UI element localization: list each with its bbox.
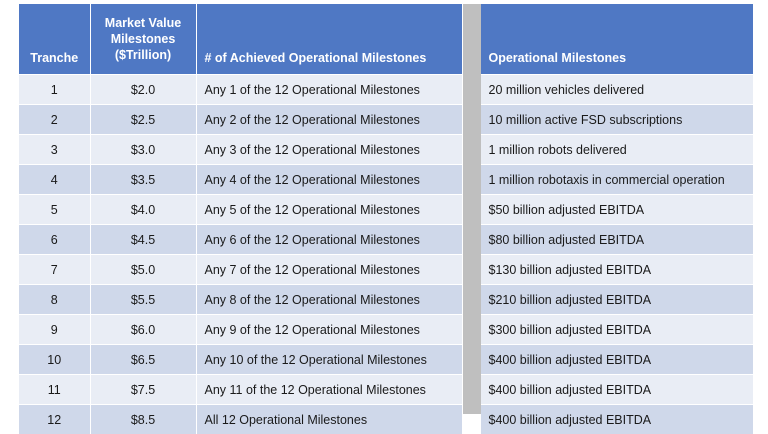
achieved-milestones-cell: Any 4 of the 12 Operational Milestones: [196, 165, 462, 195]
header-tranche: Tranche: [19, 4, 90, 75]
table-row: [19, 195, 462, 225]
table-row: [481, 225, 754, 255]
operational-milestone-cell: $300 billion adjusted EBITDA: [481, 315, 754, 345]
tranche-cell: 6: [19, 225, 90, 255]
operational-milestones-table: [481, 4, 755, 434]
achieved-milestones-cell: Any 5 of the 12 Operational Milestones: [196, 195, 462, 225]
table-row: [19, 75, 462, 105]
header-achieved-milestones: # of Achieved Operational Milestones: [196, 4, 462, 75]
operational-milestone-cell: $130 billion adjusted EBITDA: [481, 255, 754, 285]
tranche-cell: 7: [19, 255, 90, 285]
achieved-milestones-cell: Any 10 of the 12 Operational Milestones: [196, 345, 462, 375]
table-row: [19, 315, 462, 345]
market-value-cell: $4.0: [90, 195, 196, 225]
header-market-value: [90, 4, 196, 75]
header-market-value-line1: Market Value: [97, 15, 190, 31]
tranche-table-body: [19, 75, 462, 434]
table-row: [19, 225, 462, 255]
operational-table-header-row: [481, 4, 754, 75]
table-row: [481, 135, 754, 165]
milestones-tables: [19, 4, 754, 414]
achieved-milestones-cell: Any 7 of the 12 Operational Milestones: [196, 255, 462, 285]
operational-milestone-cell: 1 million robotaxis in commercial operation: [481, 165, 754, 195]
table-row: [481, 405, 754, 434]
header-market-value-line2: Milestones: [97, 31, 190, 47]
tranche-cell: 12: [19, 405, 90, 434]
market-value-cell: $5.0: [90, 255, 196, 285]
operational-milestone-cell: 1 million robots delivered: [481, 135, 754, 165]
table-row: [19, 135, 462, 165]
tranche-cell: 3: [19, 135, 90, 165]
market-value-cell: $4.5: [90, 225, 196, 255]
achieved-milestones-cell: All 12 Operational Milestones: [196, 405, 462, 434]
table-row: [481, 375, 754, 405]
market-value-cell: $3.0: [90, 135, 196, 165]
column-separator: [463, 4, 481, 414]
table-row: [481, 345, 754, 375]
achieved-milestones-cell: Any 6 of the 12 Operational Milestones: [196, 225, 462, 255]
market-value-cell: $5.5: [90, 285, 196, 315]
operational-table-body: [481, 75, 754, 434]
table-row: [19, 375, 462, 405]
table-row: [481, 195, 754, 225]
achieved-milestones-cell: Any 8 of the 12 Operational Milestones: [196, 285, 462, 315]
table-row: [19, 165, 462, 195]
table-row: [19, 405, 462, 434]
market-value-cell: $7.5: [90, 375, 196, 405]
table-row: [481, 105, 754, 135]
table-row: [481, 75, 754, 105]
tranche-cell: 5: [19, 195, 90, 225]
achieved-milestones-cell: Any 1 of the 12 Operational Milestones: [196, 75, 462, 105]
table-row: [481, 165, 754, 195]
operational-milestone-cell: 10 million active FSD subscriptions: [481, 105, 754, 135]
operational-milestone-cell: $80 billion adjusted EBITDA: [481, 225, 754, 255]
tranche-cell: 9: [19, 315, 90, 345]
achieved-milestones-cell: Any 9 of the 12 Operational Milestones: [196, 315, 462, 345]
table-row: [481, 285, 754, 315]
tranche-cell: 11: [19, 375, 90, 405]
operational-milestone-cell: $400 billion adjusted EBITDA: [481, 345, 754, 375]
market-value-cell: $8.5: [90, 405, 196, 434]
operational-milestone-cell: $400 billion adjusted EBITDA: [481, 375, 754, 405]
table-row: [481, 255, 754, 285]
table-row: [481, 315, 754, 345]
achieved-milestones-cell: Any 11 of the 12 Operational Milestones: [196, 375, 462, 405]
tranche-table: [19, 4, 463, 434]
tranche-cell: 2: [19, 105, 90, 135]
achieved-milestones-cell: Any 2 of the 12 Operational Milestones: [196, 105, 462, 135]
table-row: [19, 105, 462, 135]
header-market-value-line3: ($Trillion): [97, 47, 190, 63]
market-value-cell: $2.0: [90, 75, 196, 105]
tranche-cell: 4: [19, 165, 90, 195]
operational-milestone-cell: $400 billion adjusted EBITDA: [481, 405, 754, 434]
tranche-cell: 1: [19, 75, 90, 105]
market-value-cell: $6.5: [90, 345, 196, 375]
tranche-cell: 10: [19, 345, 90, 375]
market-value-cell: $6.0: [90, 315, 196, 345]
tranche-cell: 8: [19, 285, 90, 315]
operational-milestone-cell: $210 billion adjusted EBITDA: [481, 285, 754, 315]
table-row: [19, 255, 462, 285]
tranche-table-header-row: [19, 4, 462, 75]
table-row: [19, 345, 462, 375]
header-operational-milestones: Operational Milestones: [481, 4, 754, 75]
achieved-milestones-cell: Any 3 of the 12 Operational Milestones: [196, 135, 462, 165]
market-value-cell: $3.5: [90, 165, 196, 195]
operational-milestone-cell: 20 million vehicles delivered: [481, 75, 754, 105]
market-value-cell: $2.5: [90, 105, 196, 135]
operational-milestone-cell: $50 billion adjusted EBITDA: [481, 195, 754, 225]
table-row: [19, 285, 462, 315]
